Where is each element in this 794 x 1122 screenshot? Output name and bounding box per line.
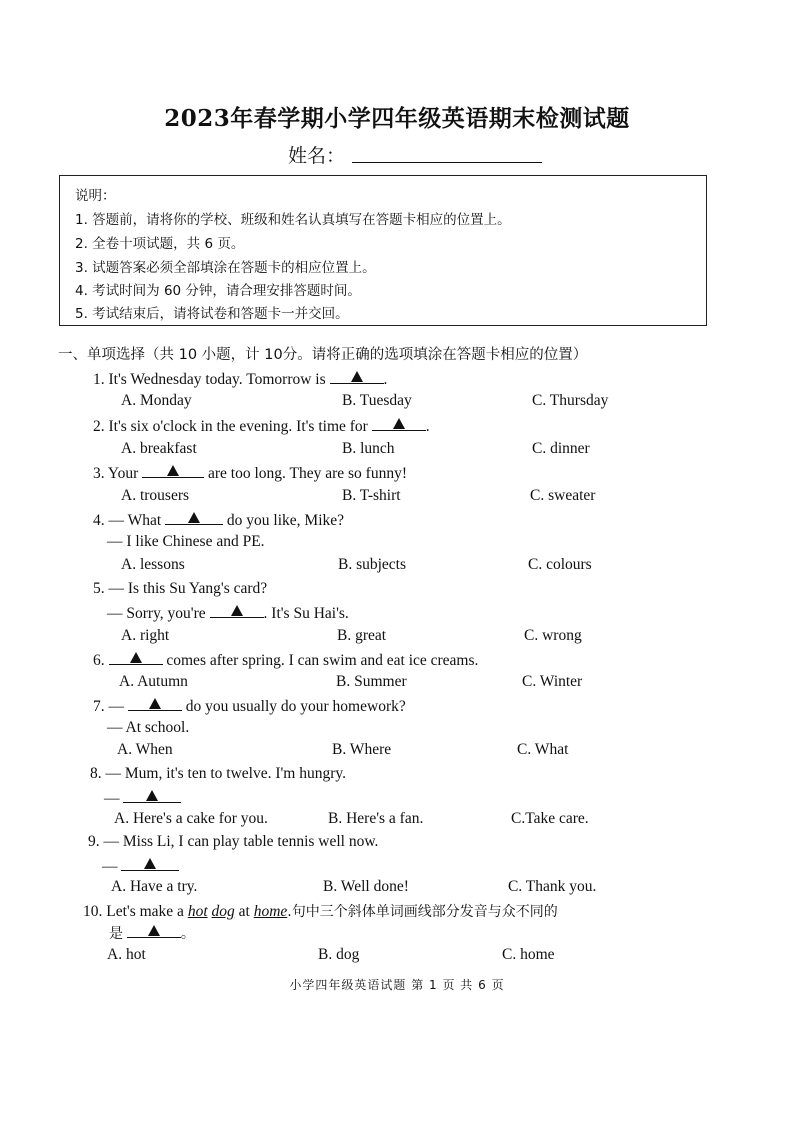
exam-title: 2023年春学期小学四年级英语期末检测试题 [164, 105, 630, 132]
italic-word: hot [187, 903, 208, 920]
answer-blank [121, 856, 179, 871]
answer-blank [372, 416, 426, 431]
option-a: A. When [117, 741, 173, 758]
option-b: B. T-shirt [342, 487, 401, 504]
triangle-icon [167, 465, 179, 476]
option-c: C. home [502, 946, 555, 963]
option-a: A. Have a try. [111, 878, 198, 895]
question-9: 9. — Miss Li, I can play table tennis well now. [88, 833, 379, 850]
question-5-reply: — Sorry, you're . It's Su Hai's. [107, 605, 349, 622]
instruction-item: 3. 试题答案必须全部填涂在答题卡的相应位置上。 [75, 260, 376, 276]
instruction-item: 1. 答题前，请将你的学校、班级和姓名认真填写在答题卡相应的位置上。 [75, 212, 511, 228]
question-1: 1. It's Wednesday today. Tomorrow is . [93, 371, 388, 388]
option-a: A. trousers [121, 487, 190, 504]
answer-blank [330, 369, 384, 384]
option-b: B. Summer [336, 673, 407, 690]
option-b: B. Where [332, 741, 392, 758]
answer-blank [142, 463, 204, 478]
answer-blank [128, 696, 182, 711]
triangle-icon [144, 858, 156, 869]
triangle-icon [130, 652, 142, 663]
question-8: 8. — Mum, it's ten to twelve. I'm hungry. [90, 765, 346, 782]
section-heading: 一、单项选择（共 10 小题，计 10分。请将正确的选项填涂在答题卡相应的位置） [58, 347, 588, 363]
triangle-icon [393, 418, 405, 429]
instruction-item: 5. 考试结束后，请将试卷和答题卡一并交回。 [75, 306, 349, 322]
answer-blank [109, 650, 163, 665]
option-c: C. colours [528, 556, 592, 573]
option-a: A. Autumn [119, 673, 188, 690]
triangle-icon [149, 698, 161, 709]
option-b: B. Tuesday [342, 392, 412, 409]
answer-blank [165, 510, 223, 525]
option-c: C. Winter [522, 673, 583, 690]
question-7: 7. — do you usually do your homework? [93, 698, 406, 715]
question-10: 10. Let's make a hot dog at home.句中三个斜体单词画线部分发音与众不同的 [83, 903, 558, 920]
answer-blank [210, 603, 264, 618]
question-6: 6. comes after spring. I can swim and eat ice creams. [93, 652, 479, 669]
question-10-cont: 是 。 [109, 923, 195, 943]
option-a: A. lessons [121, 556, 185, 573]
triangle-icon [351, 371, 363, 382]
question-9-reply: — [102, 856, 179, 876]
name-label: 姓名： [288, 145, 346, 167]
triangle-icon [148, 925, 160, 936]
instruction-item: 2. 全卷十项试题，共 6 页。 [75, 236, 245, 252]
triangle-icon [146, 790, 158, 801]
option-c: C.Take care. [511, 810, 589, 827]
option-c: C. Thursday [532, 392, 609, 409]
option-a: A. Here's a cake for you. [114, 810, 268, 827]
option-b: B. Well done! [323, 878, 409, 895]
instructions-heading: 说明： [75, 188, 116, 204]
option-b: B. Here's a fan. [328, 810, 424, 827]
triangle-icon [231, 605, 243, 616]
answer-blank [123, 788, 181, 803]
italic-word: dog [211, 903, 235, 920]
name-blank-line [352, 162, 542, 163]
option-b: B. great [337, 627, 387, 644]
triangle-icon [188, 512, 200, 523]
option-b: B. dog [318, 946, 360, 963]
instruction-item: 4. 考试时间为 60 分钟，请合理安排答题时间。 [75, 283, 361, 299]
page-footer: 小学四年级英语试题 第 1 页 共 6 页 [289, 978, 505, 992]
option-a: A. Monday [121, 392, 192, 409]
question-4: 4. — What do you like, Mike? [93, 512, 345, 529]
option-a: A. breakfast [121, 440, 197, 457]
answer-blank [127, 923, 181, 938]
option-b: B. subjects [338, 556, 407, 573]
italic-word: home [253, 903, 288, 920]
option-c: C. dinner [532, 440, 590, 457]
option-c: C. Thank you. [508, 878, 597, 895]
option-b: B. lunch [342, 440, 395, 457]
option-c: C. sweater [530, 487, 596, 504]
option-a: A. hot [107, 946, 146, 963]
question-7-reply: — At school. [107, 719, 190, 736]
option-c: C. What [517, 741, 569, 758]
option-c: C. wrong [524, 627, 582, 644]
question-5: 5. — Is this Su Yang's card? [93, 580, 268, 597]
option-a: A. right [121, 627, 170, 644]
question-8-reply: — [104, 788, 181, 808]
question-3: 3. Your are too long. They are so funny! [93, 465, 407, 482]
question-2: 2. It's six o'clock in the evening. It's time for . [93, 418, 430, 435]
question-4-reply: — I like Chinese and PE. [107, 533, 265, 550]
